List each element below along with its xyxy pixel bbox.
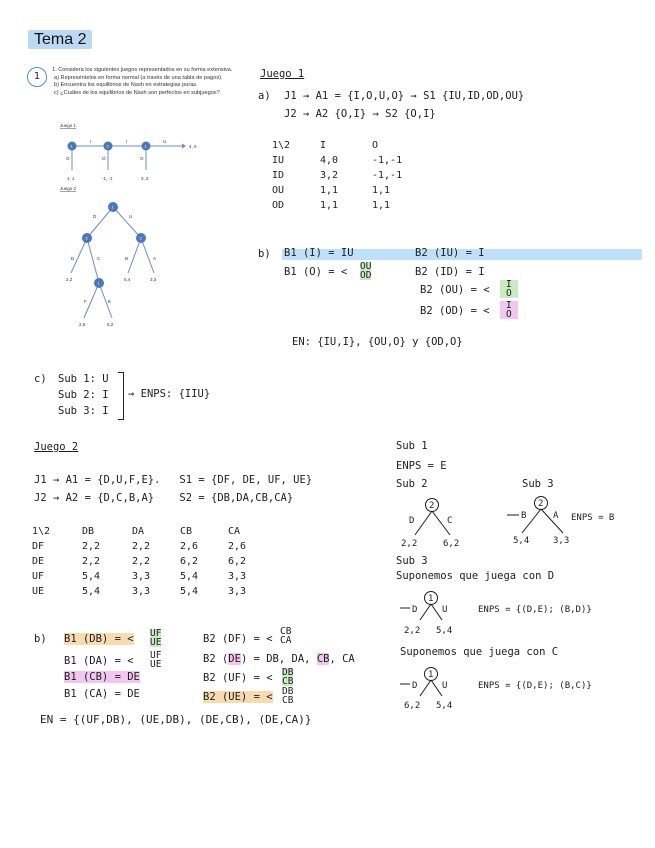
move-label: D [412, 681, 418, 691]
brace [118, 372, 124, 420]
move-label: A [153, 256, 157, 261]
br-option: O [506, 288, 512, 299]
table-cell: 1,1 [372, 200, 391, 211]
br-option: DB [282, 686, 294, 697]
row-label: UF [32, 571, 45, 582]
juego2-br5-options [280, 627, 291, 645]
sub1-enps: ENPS = E [396, 460, 447, 472]
table-cell: 3,3 [228, 586, 247, 597]
juego1-b-line3: B2 (IU) = I [415, 247, 485, 259]
table-row [272, 155, 422, 170]
juego2-br8: B2 (UE) = < [203, 691, 273, 703]
problem-statement [52, 67, 232, 97]
move-label: C [97, 256, 101, 261]
br-option: DB [282, 667, 294, 678]
move-label: D [409, 516, 415, 526]
row-label: IU [272, 155, 285, 166]
problem-line: b) Encuentra los equilibrios de Nash en estrategias puras. [54, 82, 198, 88]
juego1-b-line6 [420, 305, 490, 317]
br-option: OU [360, 261, 372, 272]
table-cell: 3,3 [132, 571, 151, 582]
row-label: OU [272, 185, 285, 196]
table-row [32, 586, 268, 601]
problem-line: 1. Considera los siguientes juegos representados en su forma extensiva. [52, 67, 233, 73]
payoff: 3, 2 [141, 176, 149, 181]
table-row [272, 170, 422, 185]
payoff: 3,3 [150, 277, 157, 282]
move-label: O [140, 156, 144, 161]
juego1-nash-equilibria: EN: {IU,I}, {OU,O} y {OD,O} [292, 336, 463, 348]
move-label: B [125, 256, 129, 261]
juego2-br7: B2 (UF) = < [203, 672, 273, 684]
juego2-br2-options [150, 651, 161, 669]
move-label: U [163, 139, 167, 144]
payoff: 6,2 [107, 322, 114, 327]
table-cell: 5,4 [180, 571, 199, 582]
juego1-payoff-table [272, 140, 422, 215]
br-option: I [506, 300, 512, 311]
br-prefix: B2 (OU) = < [420, 284, 490, 296]
juego2-br1: B1 (DB) = < [64, 633, 134, 645]
table-cell: 4,0 [320, 155, 339, 166]
juego2-heading: Juego 2 [34, 441, 79, 453]
br-option: UF [150, 628, 162, 639]
move-label: A [553, 511, 559, 521]
move-label: I [126, 139, 128, 144]
juego2-br6 [203, 653, 355, 665]
payoff: 5,4 [513, 536, 530, 546]
move-label: C [447, 516, 453, 526]
part-c-label: c) [34, 373, 47, 385]
payoff: 2,2 [401, 539, 418, 549]
table-cell: 3,3 [132, 586, 151, 597]
table-cell: 2,2 [132, 541, 151, 552]
sub1-label: Sub 1 [396, 440, 428, 452]
payoff: 1, 1 [67, 176, 75, 181]
move-label: U [129, 214, 133, 219]
juego2-payoff-table [32, 526, 268, 601]
juego2-br3: B1 (CB) = DE [64, 671, 140, 683]
payoff: 6,2 [443, 539, 460, 549]
payoff: 3,3 [553, 536, 570, 546]
move-label: D [412, 605, 418, 615]
table-cell: 5,4 [180, 586, 199, 597]
move-label: B [521, 511, 527, 521]
juego1-b-line6-options [500, 301, 518, 319]
table-cell: 1,1 [372, 185, 391, 196]
juego2-fig-label: Juego 2 [60, 186, 77, 191]
br-prefix: B1 (O) = < [284, 266, 348, 278]
juego2-part-b-label: b) [34, 633, 47, 645]
payoff: 2,2 [404, 626, 421, 636]
juego1-b-line5 [420, 284, 490, 296]
move-label: O [66, 156, 70, 161]
question-number: 1 [27, 67, 47, 87]
row-label: OD [272, 200, 285, 211]
subgame-tree-d [400, 588, 650, 638]
move-label: U [442, 605, 448, 615]
br-option: CA [280, 635, 292, 646]
node-label: 1 [428, 594, 434, 604]
table-cell: 2,6 [228, 541, 247, 552]
br-highlight: CB [316, 653, 330, 665]
move-label: O [102, 156, 106, 161]
table-row [272, 200, 422, 215]
tree-c-enps: ENPS = {(D,E); (B,C)} [478, 681, 592, 691]
juego1-b-line1: B1 (I) = IU [284, 247, 354, 259]
move-label: F [84, 299, 87, 304]
table-row [32, 556, 268, 571]
table-cell: 3,2 [320, 170, 339, 181]
juego1-b-line2-options [360, 262, 371, 280]
node-label: 1 [144, 143, 147, 149]
table-cell: 2,2 [82, 556, 101, 567]
juego2-br7-options [282, 668, 293, 686]
table-cell: 6,2 [228, 556, 247, 567]
table-col-header: DA [132, 526, 145, 537]
table-col-header: DB [82, 526, 95, 537]
table-cell: 2,2 [82, 541, 101, 552]
table-corner: 1\2 [32, 526, 51, 537]
suppose-d: Suponemos que juega con D [396, 570, 555, 582]
br-option: UF [150, 650, 162, 661]
node-label: 1 [70, 143, 73, 149]
sub3-result: Sub 3: I [58, 405, 109, 417]
payoff: 5,4 [436, 626, 453, 636]
node-label: 1 [428, 670, 434, 680]
problem-line: a) Represéntelos en forma normal (a través de una tabla de pagos). [54, 74, 223, 81]
table-row [32, 541, 268, 556]
sub3b-label: Sub 3 [396, 555, 428, 567]
juego2-br5: B2 (DF) = < [203, 633, 273, 645]
payoff: 2,2 [66, 277, 73, 282]
br-option: O [506, 309, 512, 320]
br-option: OD [360, 270, 372, 281]
row-label: UE [32, 586, 45, 597]
table-cell: 2,6 [180, 541, 199, 552]
subgame-tree-c [400, 664, 650, 712]
node-label: 2 [139, 235, 142, 241]
payoff: -1, -1 [102, 176, 113, 181]
br-option: I [506, 279, 512, 290]
table-col-header: CA [228, 526, 241, 537]
payoff: 4, 0 [189, 144, 197, 149]
juego1-a-line2: J2 → A2 {O,I} → S2 {O,I} [284, 108, 436, 120]
table-cell: 1,1 [320, 200, 339, 211]
juego2-br1-options [150, 629, 161, 647]
juego2-br8-options [282, 687, 293, 705]
br-option: CB [282, 676, 294, 687]
juego1-enps: → ENPS: {IIU} [128, 388, 211, 400]
table-cell: 3,3 [228, 571, 247, 582]
problem-line: c) ¿Cuáles de los equilibrios de Nash son perfectos en subjuegos? [54, 89, 220, 96]
move-label: D [71, 256, 75, 261]
br-prefix: B2 ( [203, 653, 229, 665]
sub2-result: Sub 2: I [58, 389, 109, 401]
table-col-header: O [372, 140, 379, 151]
juego1-fig-label: Juego 1 [60, 123, 77, 128]
table-cell: 2,2 [132, 556, 151, 567]
table-row [272, 185, 422, 200]
juego1-b-line5-options [500, 280, 518, 298]
juego2-br4: B1 (CA) = DE [64, 688, 140, 700]
subgame-trees-2-3 [395, 493, 655, 549]
part-b-label: b) [258, 248, 271, 260]
table-cell: 5,4 [82, 571, 101, 582]
node-label: 1 [97, 280, 100, 286]
juego2-nash-equilibria: EN = {(UF,DB), (UE,DB), (DE,CB), (DE,CA)} [40, 713, 312, 726]
payoff: 5,4 [436, 701, 453, 711]
table-cell: -1,-1 [372, 170, 403, 181]
table-col-header: CB [180, 526, 193, 537]
move-label: U [442, 681, 448, 691]
tree-d-enps: ENPS = {(D,E); (B,D)} [478, 605, 592, 615]
suppose-c: Suponemos que juega con C [400, 646, 559, 658]
sub2-label: Sub 2 [396, 478, 428, 490]
br-option: CB [280, 626, 292, 637]
move-label: I [90, 139, 92, 144]
game-trees-figure [55, 118, 205, 333]
juego2-line1: J1 → A1 = {D,U,F,E}. S1 = {DF, DE, UF, UE} [34, 474, 313, 486]
br-suffix: , CA [329, 653, 355, 665]
br-highlight: DE [228, 653, 241, 665]
row-label: ID [272, 170, 285, 181]
payoff: 5,4 [124, 277, 131, 282]
node-label: 1 [111, 204, 114, 210]
sub1-result: Sub 1: U [58, 373, 109, 385]
page-title: Tema 2 [28, 30, 92, 49]
node-label: 2 [106, 143, 109, 149]
br-option: CB [282, 695, 294, 706]
br-option: UE [150, 637, 162, 648]
juego1-a-line1: J1 → A1 = {I,O,U,O} → S1 {IU,ID,OD,OU} [284, 90, 525, 102]
juego1-heading: Juego 1 [260, 68, 305, 80]
row-label: DF [32, 541, 45, 552]
table-cell: 5,4 [82, 586, 101, 597]
node-label: 2 [538, 499, 544, 509]
sub3-enps: ENPS = B [571, 513, 615, 523]
table-corner: 1\2 [272, 140, 291, 151]
juego1-b-line2 [284, 266, 347, 278]
br-mid: ) = DB, DA, [240, 653, 317, 665]
table-cell: -1,-1 [372, 155, 403, 166]
table-col-header: I [320, 140, 327, 151]
table-cell: 1,1 [320, 185, 339, 196]
payoff: 6,2 [404, 701, 421, 711]
part-a-label: a) [258, 90, 271, 102]
br-option: UE [150, 659, 162, 670]
juego2-br2: B1 (DA) = < [64, 655, 134, 667]
table-row [32, 571, 268, 586]
move-label: E [108, 299, 112, 304]
table-cell: 6,2 [180, 556, 199, 567]
move-label: D [93, 214, 97, 219]
node-label: 2 [429, 501, 435, 511]
node-label: 2 [85, 235, 88, 241]
sub3-label: Sub 3 [522, 478, 554, 490]
juego2-line2: J2 → A2 = {D,C,B,A} S2 = {DB,DA,CB,CA} [34, 492, 294, 504]
payoff: 2,6 [79, 322, 86, 327]
br-prefix: B2 (OD) = < [420, 305, 490, 317]
row-label: DE [32, 556, 45, 567]
juego1-b-line4: B2 (ID) = I [415, 266, 485, 278]
